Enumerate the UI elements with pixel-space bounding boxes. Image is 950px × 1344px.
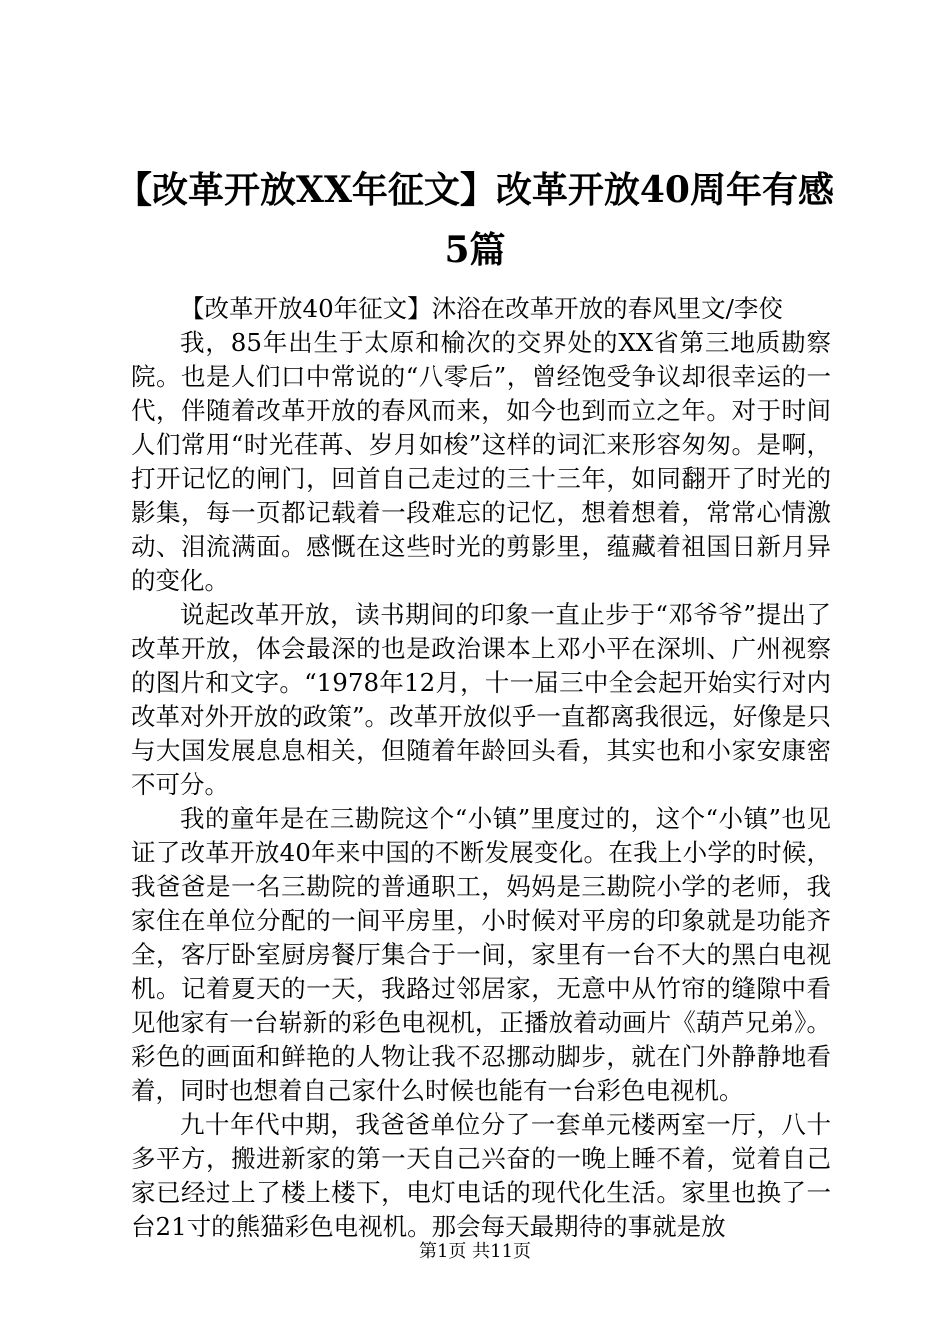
document-title: 【改革开放XX年征文】改革开放40周年有感5篇 [116,169,834,271]
page-footer: 第1页 共11页 [418,1241,532,1262]
paragraph-4: 九十年代中期，我爸爸单位分了一套单元楼两室一厅，八十多平方，搬进新家的第一天自己兴奋的一晚上睡不着，觉着自己家已经过上了楼上楼下，电灯电话的现代化生活。家里也换了一台21寸的熊猫彩色电视机。那会每天最期待的事就是放 [131,1110,831,1241]
paragraph-heading-line: 【改革开放40年征文】沐浴在改革开放的春风里文/李佼 [180,294,783,323]
document-body [131,292,831,1244]
paragraph-2: 说起改革开放，读书期间的印象一直止步于“邓爷爷”提出了改革开放，体会最深的也是政治课本上邓小平在深圳、广州视察的图片和文字。“1978年12月，十一届三中全会起开始实行对内改革对外开放的政策”。改革开放似乎一直都离我很远，好像是只与大国发展息息相关，但随着年龄回头看，其实也和小家安康密不可分。 [131,600,831,799]
paragraph-1: 我，85年出生于太原和榆次的交界处的XX省第三地质勘察院。也是人们口中常说的“八零后”，曾经饱受争议却很幸运的一代，伴随着改革开放的春风而来，如今也到而立之年。对于时间人们常用“时光荏苒、岁月如梭”这样的词汇来形容匆匆。是啊，打开记忆的闸门，回首自己走过的三十三年，如同翻开了时光的影集，每一页都记载着一段难忘的记忆，想着想着，常常心情激动、泪流满面。感慨在这些时光的剪影里，蕴藏着祖国日新月异的变化。 [131,328,831,595]
paragraph-3: 我的童年是在三勘院这个“小镇”里度过的，这个“小镇”也见证了改革开放40年来中国的不断发展变化。在我上小学的时候，我爸爸是一名三勘院的普通职工，妈妈是三勘院小学的老师，我家住在单位分配的一间平房里，小时候对平房的印象就是功能齐全，客厅卧室厨房餐厅集合于一间，家里有一台不大的黑白电视机。记着夏天的一天，我路过邻居家，无意中从竹帘的缝隙中看见他家有一台崭新的彩色电视机，正播放着动画片《葫芦兄弟》。彩色的画面和鲜艳的人物让我不忍挪动脚步，就在门外静静地看着，同时也想着自己家什么时候也能有一台彩色电视机。 [131,804,831,1105]
